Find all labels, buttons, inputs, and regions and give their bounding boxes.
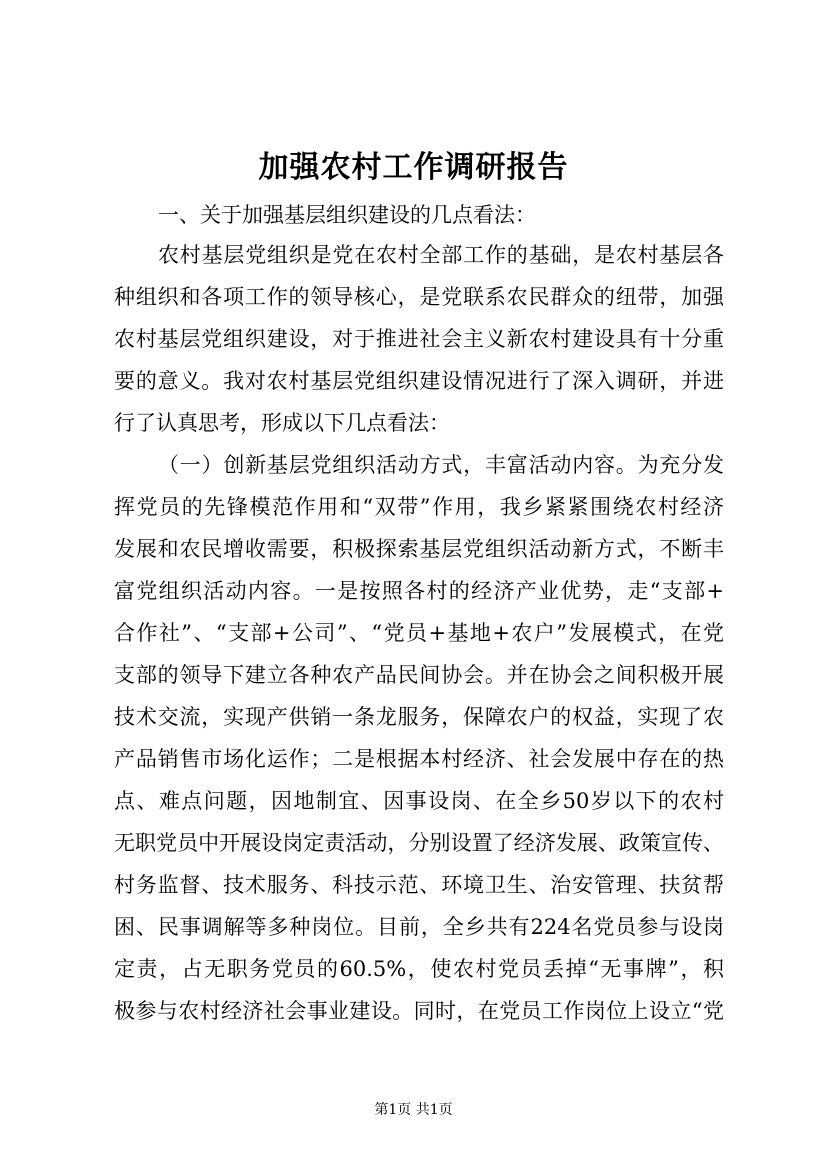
document-title: 加强农村工作调研报告 (258, 150, 569, 185)
document-body (114, 196, 724, 1032)
paragraph-line: 产品销售市场化运作；二是根据本村经济、社会发展中存在的热 (114, 747, 724, 771)
page-footer: 第1页 共1页 (374, 1102, 453, 1118)
paragraph-line: 农村基层党组织建设，对于推进社会主义新农村建设具有十分重 (114, 327, 724, 351)
paragraph-line: 发展和农民增收需要，积极探索基层党组织活动新方式，不断丰 (114, 537, 724, 561)
paragraph-line: 点、难点问题，因地制宜、因事设岗、在全乡50岁以下的农村 (114, 789, 724, 813)
paragraph-line: 农村基层党组织是党在农村全部工作的基础，是农村基层各 (158, 243, 724, 267)
paragraph-line: （一）创新基层党组织活动方式，丰富活动内容。为充分发 (158, 453, 724, 477)
paragraph-line: 要的意义。我对农村基层党组织建设情况进行了深入调研，并进 (114, 369, 724, 393)
paragraph-line: 技术交流，实现产供销一条龙服务，保障农户的权益，实现了农 (114, 705, 724, 729)
paragraph-line: 极参与农村经济社会事业建设。同时，在党员工作岗位上设立“党 (114, 999, 724, 1023)
paragraph-line: 无职党员中开展设岗定责活动，分别设置了经济发展、政策宣传、 (114, 831, 724, 855)
paragraph-line: 支部的领导下建立各种农产品民间协会。并在协会之间积极开展 (114, 663, 724, 687)
paragraph-line: 行了认真思考，形成以下几点看法： (114, 411, 450, 435)
section-heading: 一、关于加强基层组织建设的几点看法： (158, 203, 536, 227)
paragraph-2 (114, 444, 724, 1032)
paragraph-line: 合作社”、“支部+公司”、“党员+基地+农户”发展模式，在党 (114, 621, 724, 645)
paragraph-line: 富党组织活动内容。一是按照各村的经济产业优势，走“支部+ (114, 579, 724, 603)
paragraph-line: 挥党员的先锋模范作用和“双带”作用，我乡紧紧围绕农村经济 (114, 495, 724, 519)
paragraph-1 (114, 234, 724, 444)
paragraph-line: 困、民事调解等多种岗位。目前，全乡共有224名党员参与设岗 (114, 915, 724, 939)
paragraph-line: 种组织和各项工作的领导核心，是党联系农民群众的纽带，加强 (114, 285, 724, 309)
paragraph-line: 定责，占无职务党员的60.5%，使农村党员丢掉“无事牌”，积 (114, 957, 724, 981)
paragraph-line: 村务监督、技术服务、科技示范、环境卫生、治安管理、扶贫帮 (114, 873, 724, 897)
